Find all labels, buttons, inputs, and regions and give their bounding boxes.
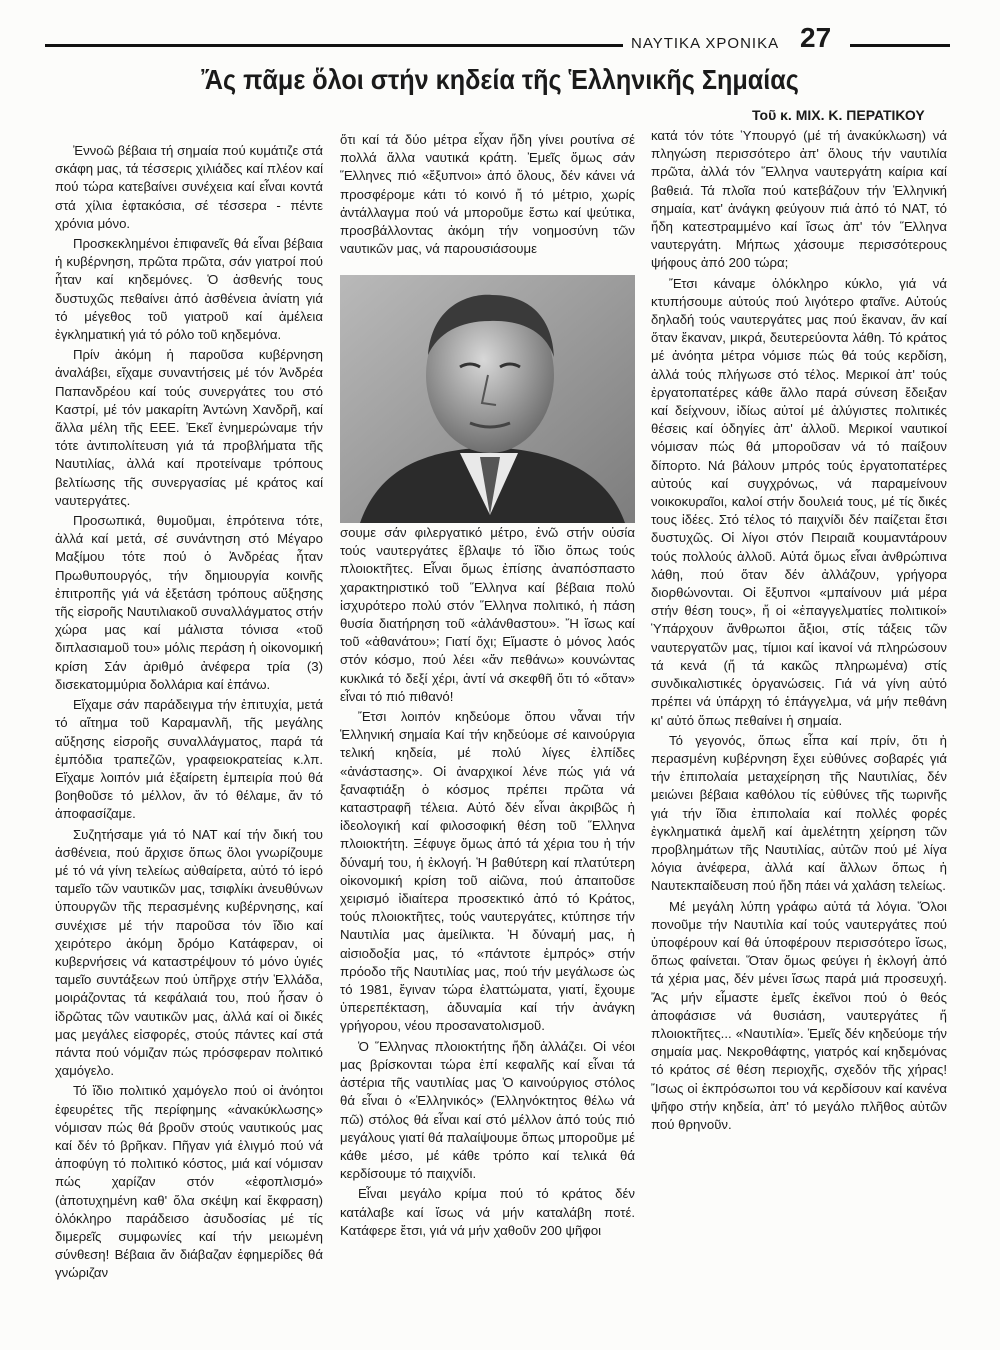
paragraph: Τό ἴδιο πολιτικό χαμόγελο πού οἱ ἀνόητοι ἐφευρέτες τῆς περίφημης «ἀνακύκλωσης» νόμισαν πώς θά βροῦν στούς ναυτικούς μας καί δέν τό βρῆκαν. Πῆγαν γιά ἐλιγμό πού νά ἀποφύγη τό πολιτικό κόστος, μιά καί νόμισαν πώς χαρίζαν στόν «ἐφοπλισμό» (ἀποτυχημένη καθ' ὅλα σκέψη καί ἔκφραση) ὁλόκληρο παράδεισο ἀσυδοσίας μέ τίς διμερεῖς συμφωνίες καί τήν μειωμένη σύνθεση! Βέβαια ἄν διάβαζαν ἐφημερίδες θά γνώριζαν xyxy=(55,1083,323,1281)
paragraph: Εἴχαμε σάν παράδειγμα τήν ἐπιτυχία, μετά τό αἴτημα τοῦ Καραμανλῆ, τῆς μεγάλης αὔξησης εἰσροῆς συναλλάγματος, παρά τά ἐμπόδια τραπεζῶν, γραφειοκρατείας κ.λπ. Εἴχαμε λοιπόν μιά ἐξαίρετη ἐμπειρία πού θά βοηθοῦσε τό μέλλον, ἄν τό θέλαμε, ἄν τό ἀποφασίζαμε. xyxy=(55,697,323,822)
article-column-3 xyxy=(651,127,947,1136)
paragraph: Τό γεγονός, ὅπως εἶπα καί πρίν, ὅτι ἡ περασμένη κυβέρνηση ἔχει εὐθύνες σοβαρές γιά τήν ἐπιπολαία μεταχείρηση τῆς Ναυτιλίας, δέν μειώνει βέβαια καθόλου τίς εὐθύνες τῆς τωρινῆς γιά τήν ἴδια ἐπιπολαία καί πολλές φορές ἐγκληματικά ἀμελῆ καί ἀμελέτητη χείρηση τῶν προβλημάτων τῆς Ναυτιλίας, αὐτῶν πού μέ λίγα λόγια ἀνέφερα, ἀλλά καί ἄλλων ὅπως ἡ Ναυτεκπαίδευση πού ἤδη πάει νά χαλάση τελείως. xyxy=(651,732,947,894)
article-column-2-top xyxy=(340,131,635,260)
paragraph: κατά τόν τότε Ὑπουργό (μέ τή ἀνακύκλωση) νά πληγώση περισσότερο ἀπ' ὅλους τήν ναυτιλία πρῶτα, ἀλλά τόν Ἕλληνα ναυτεργάτη καίρια καί βαθειά. Τά πλοῖα πού κατεβάζουν τήν Ἑλληνική σημαία, κατ' ἀνάγκη φεύγουν πιά ἀπό τό ΝΑΤ, τό ἤδη κατεστραμμένο καί ἴσως ἀπ' τόν Ἕλληνα ναυτεργάτη. Μήπως χάσουμε περισσότερους ψήφους ἀπό 200 τώρα; xyxy=(651,128,947,271)
author-portrait xyxy=(340,275,635,523)
paragraph: Ἔτσι κάναμε ὁλόκληρο κύκλο, γιά νά κτυπήσουμε αὐτούς πού λιγότερο φταῖνε. Αὐτούς δηλαδή τούς ναυτεργάτες μας πού ἔκαναν, ἄν καί ὅταν ἔκαναν, μικρά, δευτερεύοντα λάθη. Τό κράτος μέ ἀνόητα μέτρα νόμισε πώς θά τούς κερδίση, ἀλλά τούς πλήγωσε στό τέλος. Μερικοί ἀπ' τούς ἐργατοπατέρες κάθε ἄλλο παρά σύνεση ἔδειξαν καί δείχνουν, ἰδίως αὐτοί μέ ἀλύγιστες πολιτικές θέσεις καί ὁδηγίες ἀπ' ἀλλοῦ. Μερικοί ναυτικοί νόμισαν πώς θά μποροῦσαν νά τό παίξουν δίπορτο. Νά βάλουν μπρός τούς ἐργατοπατέρες αὐτούς καί συγχρόνως, νά παραμείνουν νοικοκυραῖοι, καλοί στήν δουλειά τους, μέ τίς δικές τους ἰδέες. Στό τέλος τό παιχνίδι δέν παίζεται ἔτσι δυστυχῶς. Οἱ λίγοι στόν Πειραιᾶ κουμαντάρουν τούς πολλούς ἀλλοῦ. Αὐτά ὅμως εἶναι ἀνθρώπινα λάθη, πού ὅταν δέν ἀλλάζουν, γρήγορα διορθώνονται. Οἱ ἔξυπνοι «μπαίνουν μιά μέρα στήν θέση τους», ἤ οἱ «ἐπαγγελματίες πολιτικοί» Ὑπάρχουν ἄνθρωποι ἄξιοι, στίς τάξεις τῶν ναυτεργατῶν μας, τίμιοι καί ἱκανοί νά πληρώσουν τά κενά (ἤ τά κακῶς πληρωμένα) στίς συνδικαλιστικές ὀργανώσεις. Γιά νά γίνη αὐτό πρέπει νά ὑπάρχη τό ἐπάγγελμα, νά μήν πεθάνη κι' αὐτό ὅπως πεθαίνει ἡ σημαία. xyxy=(651,275,947,728)
running-head: ΝΑΥΤΙΚΑ ΧΡΟΝΙΚΑ xyxy=(631,35,780,52)
paragraph: σουμε σάν φιλεργατικό μέτρο, ἐνῶ στήν οὐσία τούς ναυτεργάτες ἔβλαψε τό ἴδιο ὅπως τούς πλοιοκτῆτες. Εἶναι ὅμως ἐπίσης ἀναπόσπαστο χαρακτηριστικό τοῦ Ἕλληνα καί βέβαια πολύ ἰσχυρότερο πολύ στόν Ἕλληνα πολιτικό, ἡ πάση θυσία διατήρηση τοῦ «ἀλάνθαστου». Ἤ ἴσως καί τοῦ «ἀθανάτου»; Γιατί ὄχι; Εἴμαστε ὁ μόνος λαός στόν κόσμο, πού λέει «ἄν πεθάνω» κουνώντας κυκλικά τό δεξί χέρι, ἀντί νά σκεφθῆ ὅτι τό «ὅταν» εἶναι τό πιό πιθανό! xyxy=(340,525,635,704)
paragraph: Ἔτσι λοιπόν κηδεύομε ὅπου νἆναι τήν Ἑλληνική σημαία Καί τήν κηδεύομε σέ καινούργια τελική κηδεία, μέ πολύ λίγες ἐλπίδες «ἀνάστασης». Οἱ ἀναρχικοί λένε πώς γιά νά ξαναφτιάξη ὁ κόσμος πρέπει πρῶτα νά καταστραφῆ τέλεια. Αὐτό δέν εἶναι ἀκριβῶς ἡ ἰδεολογική καί φιλοσοφική θέση τοῦ Ἕλληνα πλοιοκτήτη. Ξέφυγε ὅμως ἀπό τά χέρια του ἡ τήν δύναμή του, ἡ ἐκλογή. Ἡ βαθύτερη καί πλατύτερη οἰκονομική κρίση τοῦ αἰῶνα, πού ἀπαιτοῦσε χειρισμό ἰδιαίτερα προσεκτικό ἀπό τό Κράτος, τούς πλοιοκτῆτες, τούς ναυτεργάτες, κτύπησε τήν Ναυτιλία μας ἀμείλικτα. Ἡ δύναμή μας, ἡ αἰσιοδοξία μας, τό «πάντοτε ἐμπρός» στήν πρόοδο τῆς Ναυτιλίας μας, πού τήν μεγάλωσε ὡς τό 1981, ἔγιναν τώρα ἐλαττώματα, γιατί, ἔχουμε ὑπερεπέκταση, ἀδυναμία καί τήν ἀνάγκη γρήγορου, νέου προσανατολισμοῦ. xyxy=(340,709,635,1034)
article-byline: Τοῦ κ. ΜΙΧ. Κ. ΠΕΡΑΤΙΚΟΥ xyxy=(752,107,925,123)
article-column-1 xyxy=(55,142,323,1285)
article-title: Ἄς πᾶμε ὅλοι στήν κηδεία τῆς Ἑλληνικῆς Σημαίας xyxy=(201,64,799,95)
header-rule-right xyxy=(850,44,950,47)
paragraph: Προσκεκλημένοι ἐπιφανεῖς θά εἶναι βέβαια ἡ κυβέρνηση, πρῶτα πρῶτα, σάν γιατροί πού ἦταν καί κηδεμόνες. Ὁ ἀσθενής τους δυστυχῶς πεθαίνει ἀπό ἀσθένεια ἀνίατη γιά τό μέγεθος τοῦ γιατροῦ καί ἀμέλεια ἐγκληματική γιά τό ρόλο τοῦ κηδεμόνα. xyxy=(55,236,323,343)
paragraph: ὅτι καί τά δύο μέτρα εἶχαν ἤδη γίνει ρουτίνα σέ πολλά ἄλλα ναυτικά κράτη. Ἐμεῖς ὅμως σάν Ἕλληνες πιό «ἔξυπνοι» ἀπό ὅλους, δέν κάνει νά προσφέρομε κάτι τό κοινό ἤ τό μέτριο, χωρίς ἀντάλλαγμα πού νά μποροῦμε ἔστω καί ψεύτικα, προσβάλλοντας ἀκόμη τήν νοημοσύνη τῶν ναυτικῶν μας, νά παρουσιάσουμε xyxy=(340,132,635,257)
paragraph: Ἐννοῶ βέβαια τή σημαία πού κυμάτιζε στά σκάφη μας, τά τέσσερις χιλιάδες καί πλέον καί πού τώρα κατεβαίνει συνέχεια καί εἶναι κοντά στά χίλια ἑφτακόσια, σέ τέσσερα - πέντε χρόνια μόνο. xyxy=(55,143,323,231)
paragraph: Πρίν ἀκόμη ἡ παροῦσα κυβέρνηση ἀναλάβει, εἴχαμε συναντήσεις μέ τόν Ἀνδρέα Παπανδρέου καί τούς συνεργάτες του στό Καστρί, μέ τόν μακαρίτη Ἀντώνη Χανδρῆ, καί ἄλλα μέλη τῆς ΕΕΕ. Ἐκεῖ ἐνημερώναμε τήν τότε ἀντιπολίτευση γιά τά προβλήματα τῆς Ναυτιλίας, ἀλλά καί προτείναμε τρόπους βελτίωσης τῆς συνεργασίας μέ κράτος καί ναυτεργάτες. xyxy=(55,347,323,508)
portrait-illustration xyxy=(340,275,635,523)
article-column-2-bottom xyxy=(340,524,635,1242)
paragraph: Ὁ Ἕλληνας πλοιοκτήτης ἤδη ἀλλάζει. Οἱ νέοι μας βρίσκονται τώρα ἐπί κεφαλῆς καί εἶναι τά ἀστέρια τῆς ναυτιλίας μας Ὁ καινούργιος στόλος θά εἶναι ὁ «Ἑλληνικός» (Ἑλληνόκτητος θέλω νά πῶ) στόλος θά εἶναι καί στό μέλλον ἀπό τούς πιό μεγάλους γιατί θά παλαίψουμε ὅπως μποροῦμε μέ κάθε μέσο, μέ κάθε τρόπο καί τελικά θά κερδίσουμε τό παιχνίδι. xyxy=(340,1038,635,1182)
header-rule-left xyxy=(45,44,623,47)
paragraph: Συζητήσαμε γιά τό ΝΑΤ καί τήν δική του ἀσθένεια, πού ἄρχισε ὅπως ὅλοι γνωρίζουμε μέ τό νά γίνη τελείως αὐθαίρετα, αὐτό τό ἱερό ταμεῖο τῶν ναυτικῶν μας, τσιφλίκι ἀνευθύνων ὑπουργῶν τῆς περασμένης κυβέρνησης, καί συνέχισε μέ τήν παροῦσα τόν ἴδιο καί χειρότερο ἀκόμη δρόμο Κατάφεραν, οἱ κυβερνήσεις νά καταστρέψουν τό μόνο ὑγιές ταμεῖο συντάξεων πού ὑπῆρχε στήν Ἑλλάδα, μοιράζοντας τά κεφάλαιά του, πού ἦσαν ὁ ἱδρῶτας τῶν ναυτικῶν μας, ἀλλά καί οἱ δικές μας μεγάλες εἰσφορές, στούς πάντες καί στά πάντα πού νόμιζαν πώς πρόσφεραν πολιτικό χαμόγελο. xyxy=(55,826,323,1079)
paragraph: Μέ μεγάλη λύπη γράφω αὐτά τά λόγια. Ὅλοι πονοῦμε τήν Ναυτιλία καί τούς ναυτεργάτες πού ὑποφέρουν καί θά ὑποφέρουν περισσότερο ἴσως, ὅπως φαίνεται. Ὅταν ὅμως φεύγει ἡ ἐκλογή ἀπό τά χέρια μας, δέν μένει ἴσως παρά μιά προσευχή. Ἄς μήν εἶμαστε ἐμεῖς ἐκεῖνοι πού ὁ θεός ἀποφάσισε νά θυσιάση, ναυτεργάτες ἤ πλοιοκτῆτες... «Ναυτιλία». Ἐμεῖς δέν κηδεύομε τήν σημαία μας. Νεκροθάφτης, γιατρός καί κηδεμόνας τό κράτος σέ θέση περιοχῆς, σχεδόν τῆς χήρας! Ἴσως οἱ ἐκπρόσωποι του νά κερδίσουν καί κανένα ψῆφο στήν κηδεία, ἀπ' τό μεγάλο πλῆθος αὐτῶν πού θρηνοῦν. xyxy=(651,898,947,1132)
paragraph: Προσωπικά, θυμοῦμαι, ἐπρότεινα τότε, ἀλλά καί μετά, σέ συνάντηση στό Μέγαρο Μαξίμου τότε πού ὁ Ἀνδρέας ἦταν Πρωθυπουργός, τήν δημιουργία κοινῆς ἐπιτροπῆς γιά νά ἐξετάση τρόπους αὔξησης τῆς εἰσροῆς Ναυτιλιακοῦ συναλλάγματος στήν χώρα μας καί μάλιστα τόνισα «τοῦ διπλασιαμοῦ του» μόλις περάση ἡ οἰκονομική κρίση Σάν ἀριθμό ἀνέφερα τρία (3) δισεκατομμύρια δολλάρια καί ἐπάνω. xyxy=(55,513,323,692)
paragraph: Εἶναι μεγάλο κρίμα πού τό κράτος δέν κατάλαβε καί ἴσως νά μήν καταλάβη ποτέ. Κατάφερε ἔτσι, γιά νά μήν χαθοῦν 200 ψῆφοι xyxy=(340,1186,635,1238)
page-number: 27 xyxy=(800,22,832,53)
